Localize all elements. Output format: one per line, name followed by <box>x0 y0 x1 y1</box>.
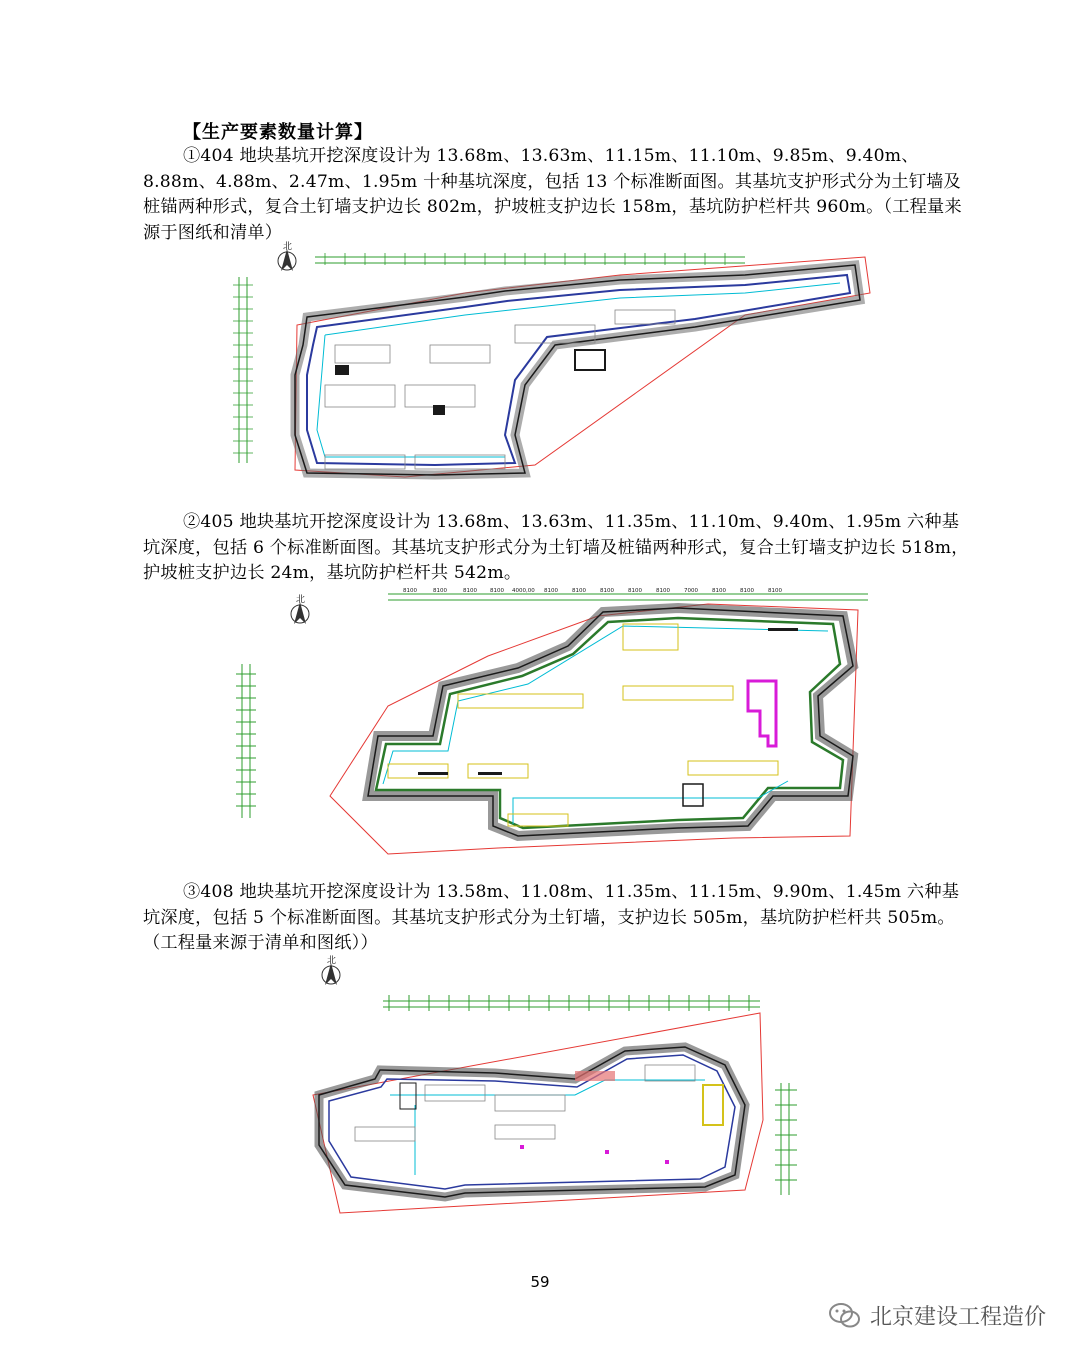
svg-text:北: 北 <box>296 595 306 605</box>
retaining-wall <box>368 608 853 836</box>
svg-text:8100: 8100 <box>572 588 586 594</box>
svg-text:8100: 8100 <box>656 588 670 594</box>
paragraph-408: ③408 地块基坑开挖深度设计为 13.58m、11.08m、11.35m、11.15m、9.90m、1.45m 六种基坑深度，包括 5 个标准断面图。其基坑支护形式分为土钉墙，支护边长 505m，基坑防护栏杆共 505m。（工程量来源于清单和图纸）） <box>143 882 960 953</box>
svg-text:8100: 8100 <box>740 588 754 594</box>
grid-axis-left <box>236 664 256 818</box>
svg-text:8100: 8100 <box>768 588 782 594</box>
svg-text:北: 北 <box>327 956 337 966</box>
svg-text:7000: 7000 <box>684 588 698 594</box>
wechat-icon <box>828 1301 862 1331</box>
watermark <box>828 1300 1046 1331</box>
svg-text:4000,00: 4000,00 <box>512 588 535 594</box>
svg-text:8100: 8100 <box>403 588 417 594</box>
svg-text:8100: 8100 <box>490 588 504 594</box>
svg-text:8100: 8100 <box>433 588 447 594</box>
section-heading: 【生产要素数量计算】 <box>183 122 373 143</box>
magenta-structure <box>748 681 776 746</box>
plan-405-drawing <box>228 586 888 860</box>
svg-text:8100: 8100 <box>544 588 558 594</box>
north-arrow-icon <box>291 593 309 624</box>
svg-text:8100: 8100 <box>712 588 726 594</box>
plan-408-drawing <box>305 955 805 1215</box>
site-boundary <box>295 257 870 477</box>
page-number: 59 <box>530 1273 550 1291</box>
svg-text:8100: 8100 <box>600 588 614 594</box>
plan-404-drawing <box>225 235 880 490</box>
svg-text:8100: 8100 <box>628 588 642 594</box>
grid-axis-right <box>775 1083 797 1195</box>
watermark-text: 北京建设工程造价 <box>869 1305 1046 1330</box>
site-boundary <box>330 604 858 854</box>
svg-text:8100: 8100 <box>463 588 477 594</box>
svg-text:北: 北 <box>283 242 293 252</box>
paragraph-405: ②405 地块基坑开挖深度设计为 13.68m、13.63m、11.35m、11.10m、9.40m、1.95m 六种基坑深度，包括 6 个标准断面图。其基坑支护形式分为土钉墙及桩锚两种形式，复合土钉墙支护边长 518m，护坡桩支护边长 24m，基坑防护栏杆共 542m。 <box>143 512 969 583</box>
paragraph-404: ①404 地块基坑开挖深度设计为 13.68m、13.63m、11.15m、11.10m、9.85m、9.40m、8.88m、4.88m、2.47m、1.95m 十种基坑深度，包括 13 个标准断面图。其基坑支护形式分为土钉墙及桩锚两种形式，复合土钉墙支护边长 802m，护坡桩支护边长 158m，基坑防护栏杆共 960m。（工程量来源于图纸和清单） <box>143 146 962 243</box>
north-arrow-icon <box>278 240 296 271</box>
grid-axis-top <box>383 995 760 1011</box>
grid-axis-top <box>388 588 868 600</box>
north-arrow-icon <box>322 955 340 985</box>
grid-axis-left <box>233 277 253 463</box>
grid-axis-top <box>315 253 745 265</box>
